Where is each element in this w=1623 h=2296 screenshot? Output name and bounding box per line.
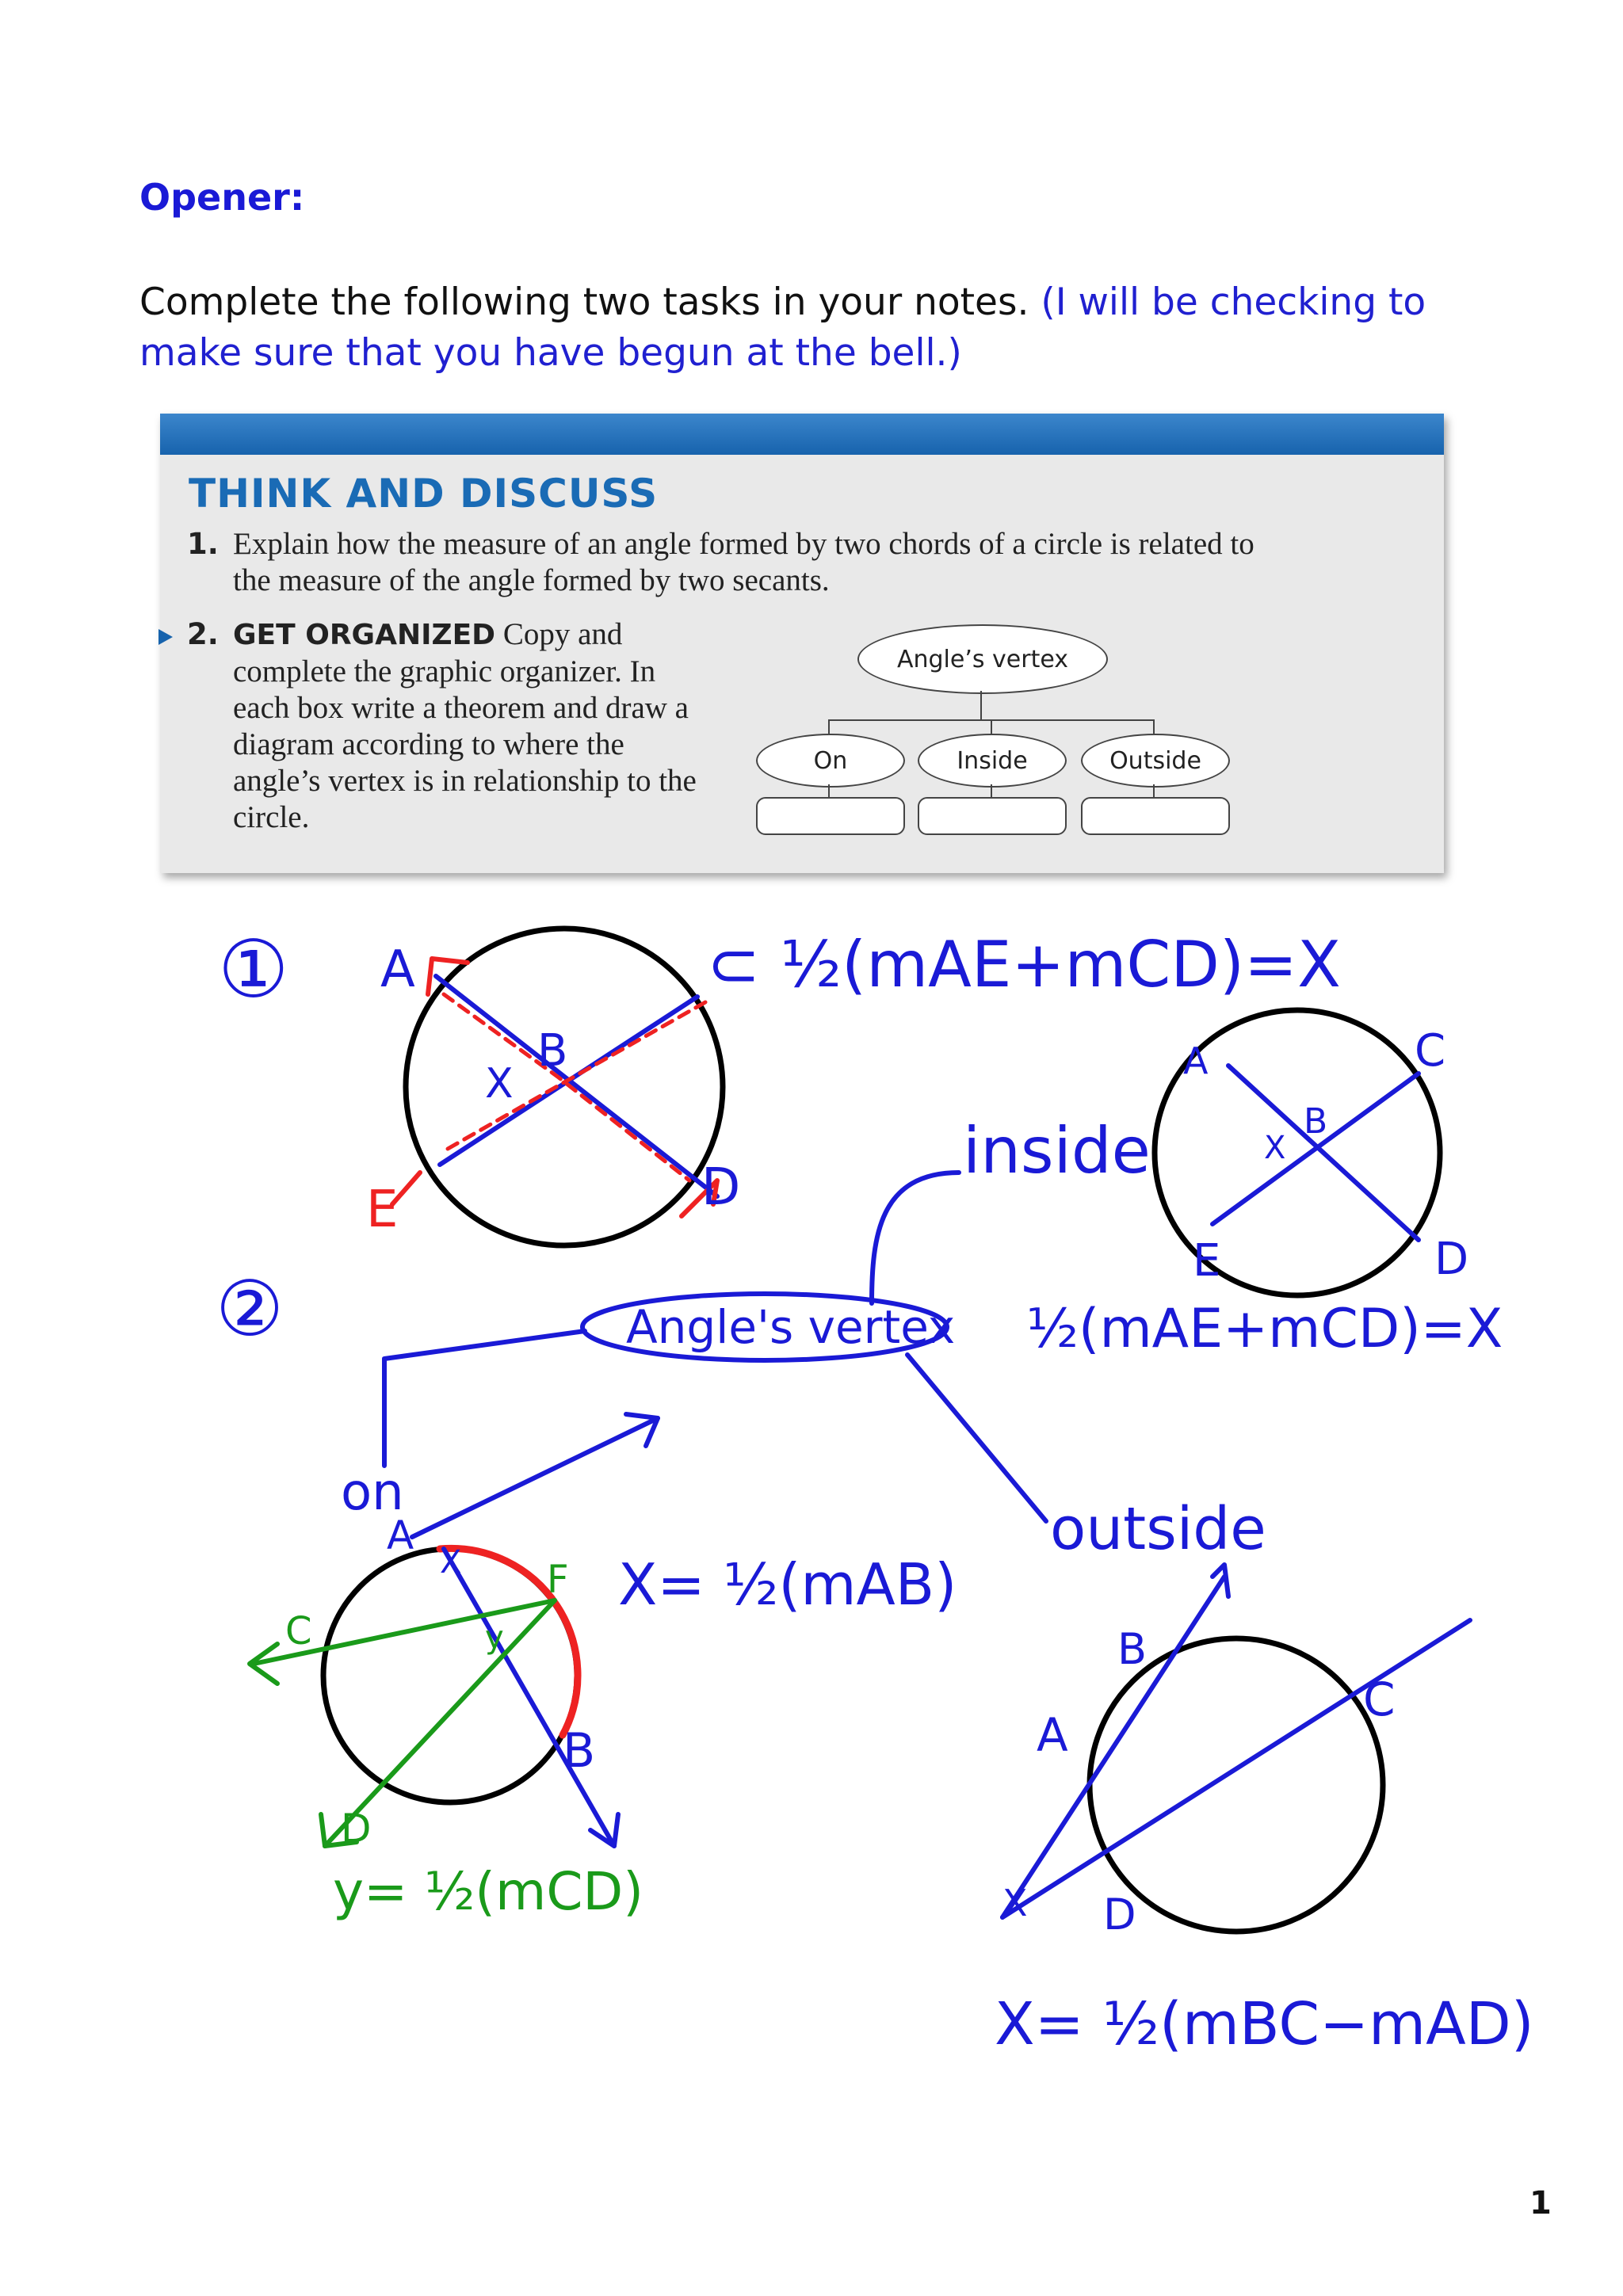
label-x-out: X — [1002, 1882, 1028, 1924]
question-1-number: 1. — [187, 527, 219, 561]
outside-label: outside — [1050, 1495, 1266, 1563]
label-a1: A — [380, 940, 415, 999]
organizer-outside: Outside — [1081, 734, 1230, 788]
label-x-inside: X — [1264, 1130, 1286, 1166]
organizer-inside: Inside — [918, 734, 1067, 788]
label-c-out: C — [1363, 1672, 1396, 1726]
page-number: 1 — [1529, 2185, 1552, 2222]
textbook-title: THINK AND DISCUSS — [189, 471, 659, 517]
label-d-out: D — [1103, 1890, 1136, 1939]
note-number-1: ① — [218, 923, 289, 1016]
label-y-on: y — [485, 1619, 504, 1656]
equation-on-x: X= ½(mAB) — [618, 1551, 957, 1618]
label-d-inside: D — [1434, 1234, 1469, 1285]
note-number-2: ② — [216, 1264, 285, 1353]
label-x-on: X — [440, 1544, 462, 1581]
inside-label: inside — [963, 1114, 1151, 1188]
equation-1: ⊂ ½(mAE+mCD)=X — [707, 928, 1341, 1001]
label-e1: E — [366, 1180, 399, 1239]
organizer-on: On — [756, 734, 905, 788]
label-d-on: D — [341, 1806, 372, 1852]
label-b-inside: B — [1304, 1101, 1328, 1142]
question-2-bold: GET ORGANIZED — [233, 619, 496, 651]
connector-outside — [907, 1355, 1046, 1521]
label-e-inside: E — [1193, 1235, 1221, 1287]
circle-outside — [1090, 1638, 1383, 1932]
label-a-inside: A — [1183, 1039, 1209, 1082]
equation-on-y: y= ½(mCD) — [333, 1861, 644, 1922]
label-b-on: B — [563, 1723, 596, 1779]
tangent-line — [412, 1418, 658, 1537]
label-b1: B — [537, 1025, 568, 1077]
label-f-on: F — [547, 1558, 569, 1602]
label-a-on: A — [387, 1512, 414, 1558]
organizer-root: Angle’s vertex — [857, 624, 1108, 694]
circle-1 — [406, 929, 723, 1245]
equation-outside: X= ½(mBC−mAD) — [995, 1990, 1534, 2058]
connector-on — [384, 1331, 585, 1466]
label-c-on: C — [285, 1609, 312, 1653]
equation-inside: ½(mAE+mCD)=X — [1026, 1298, 1503, 1360]
connector-inside — [872, 1173, 959, 1303]
vertex-label: Angle's vertex — [626, 1300, 956, 1354]
label-a-out: A — [1037, 1708, 1068, 1762]
red-dashed-1 — [444, 994, 689, 1180]
question-1-text: Explain how the measure of an angle formed by two chords of a circle is related to the measure of the angle formed by two secants. — [233, 527, 1254, 597]
secant-2 — [1002, 1620, 1470, 1917]
intro-text: Complete the following two tasks in your notes. — [139, 280, 1029, 324]
opener-heading: Opener: — [139, 176, 305, 219]
question-2-text: Copy and complete the graphic organizer. In each box write a theorem and draw a diagram according to where the angle’s vertex is in relationship to the circle. — [233, 617, 697, 834]
label-b-out: B — [1117, 1624, 1148, 1674]
on-label: on — [341, 1463, 404, 1522]
label-d1: D — [701, 1158, 741, 1217]
inside-chord-2 — [1212, 1074, 1419, 1224]
question-2-number: 2. — [187, 617, 219, 651]
label-x1: X — [485, 1060, 514, 1108]
label-c-inside: C — [1415, 1025, 1446, 1077]
intro-note: (I will be checking to make sure that you have begun at the bell.) — [139, 280, 1426, 375]
